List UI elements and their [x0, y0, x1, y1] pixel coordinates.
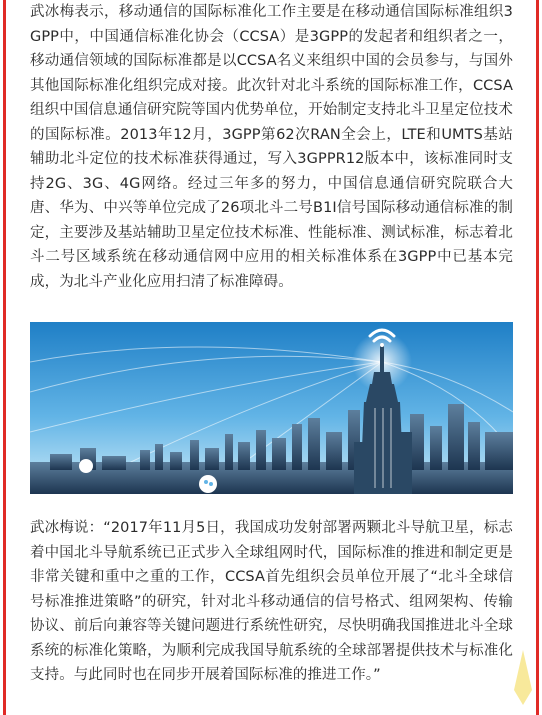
article-paragraph-1: 武冰梅表示，移动通信的国际标准化工作主要是在移动通信国际标准组织3GPP中，中国通信标准化协会（CCSA）是3GPP的发起者和组织者之一，移动通信领域的国际标准都是以CCSA名义来组织中国的会员参与，与国外其他国际标准化组织完成对接。此次针对北斗系统的国际标准工作，CCSA组织中国信息通信研究院等国内优势单位，开始制定支持北斗卫星定位技术的国际标准。2013年12月，3GPP第62次RAN全会上，LTE和UMTS基站辅助北斗定位的技术标准获得通过，写入3GPPR12版本中，该标准同时支持2G、3G、4G网络。经过三年多的努力，中国信息通信研究院联合大唐、华为、中兴等单位完成了26项北斗二号B1I信号国际移动通信标准的制定，主要涉及基站辅助卫星定位技术标准、性能标准、测试标准，标志着北斗二号区域系统在移动通信网中应用的相关标准体系在3GPP中已基本完成，为北斗产业化应用扫清了标准障碍。	[30, 4, 513, 290]
page-border-left	[3, 0, 6, 715]
article-body	[30, 0, 513, 294]
city-network-photo	[30, 322, 513, 494]
decorative-shape	[514, 650, 532, 705]
article-paragraph-2: 武冰梅说：“2017年11月5日，我国成功发射部署两颗北斗导航卫星，标志着中国北斗导航系统已正式步入全球组网时代，国际标准的推进和制定更是非常关键和重中之重的工作，CCSA首先组织会员单位开展了“北斗全球信号标准推进策略”的研究，针对北斗移动通信的信号格式、组网架构、传输协议、前后向兼容等关键问题进行系统性研究，尽快明确我国推进北斗全球系统的标准化策略，为顺利完成我国导航系统的全球部署提供技术与标准化支持。与此同时也在同步开展着国际标准的推进工作。”	[30, 520, 513, 683]
page-border-right	[536, 0, 539, 715]
article-body-2	[30, 516, 513, 688]
